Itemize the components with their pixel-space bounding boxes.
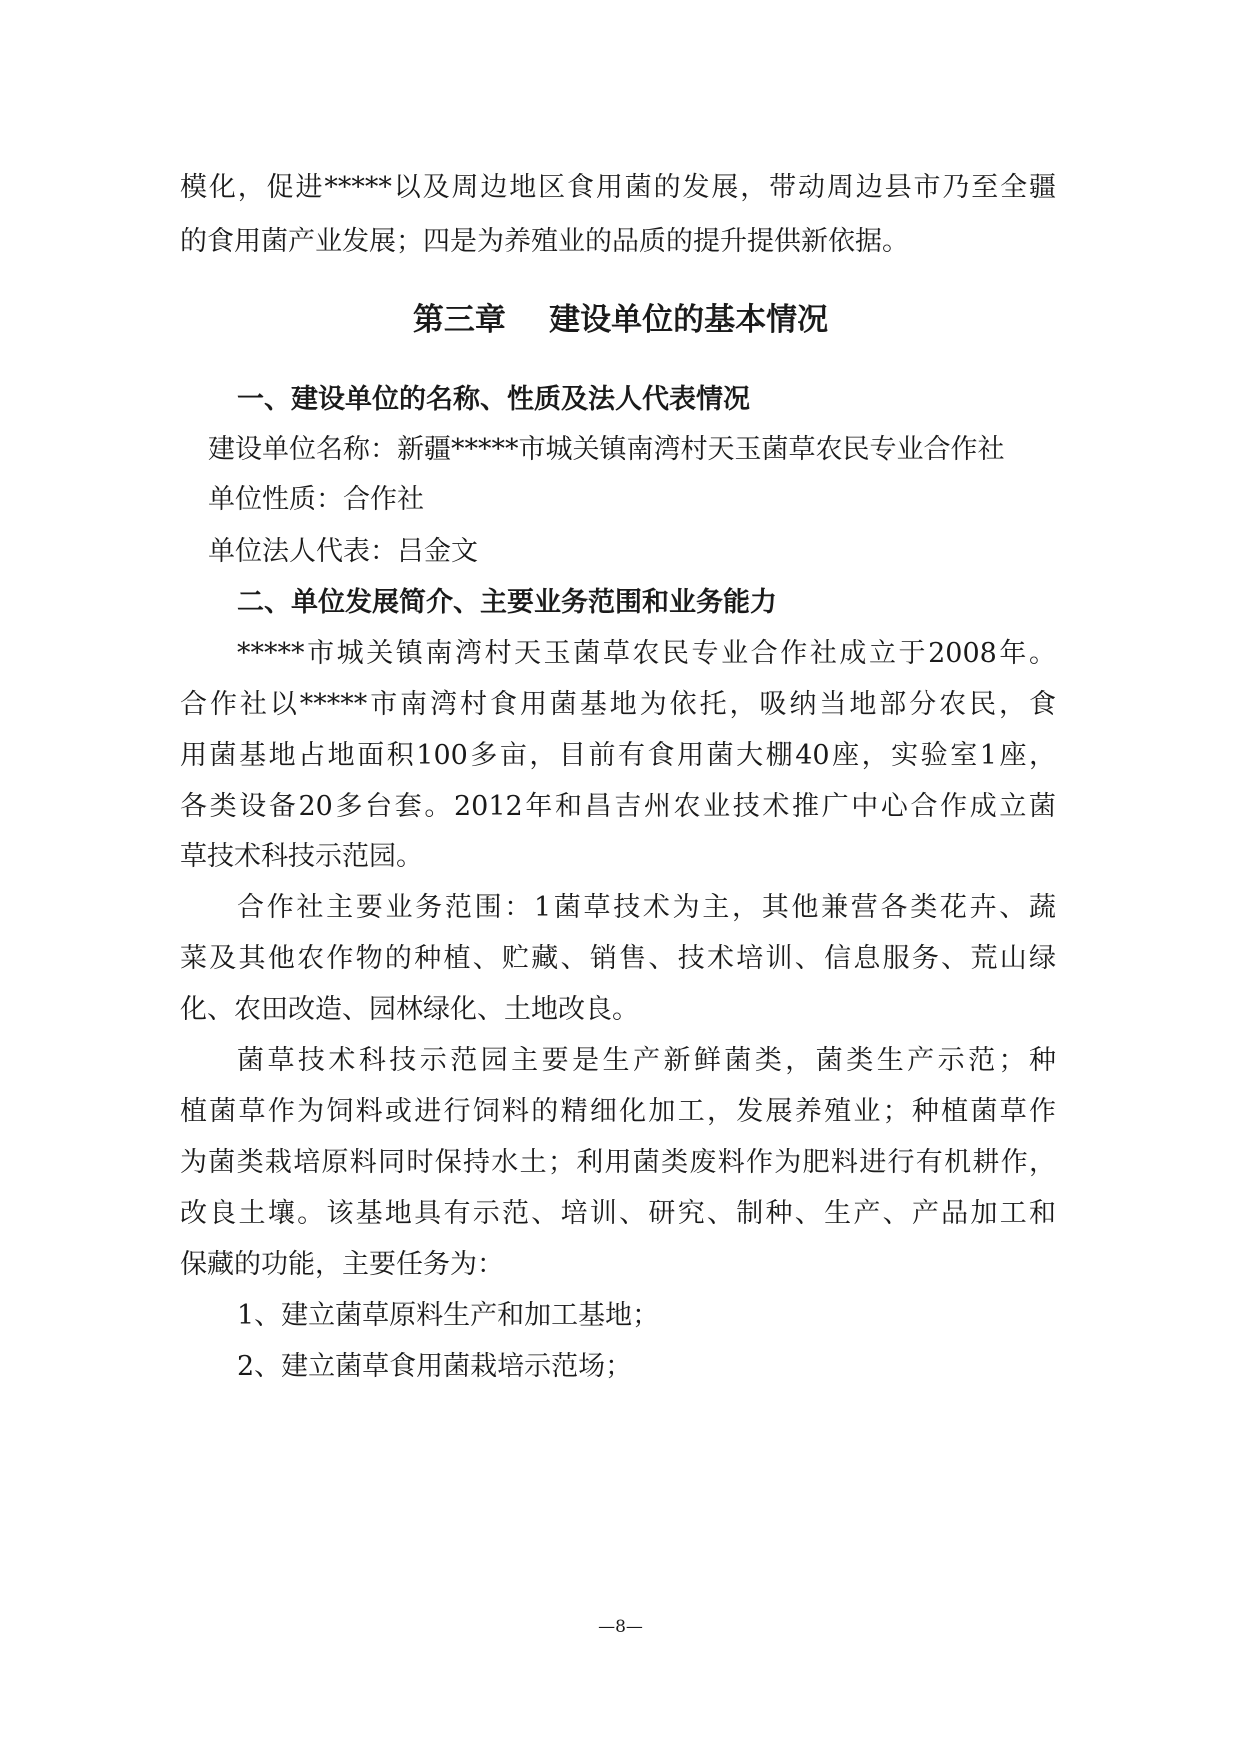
- task-list-item: 1、建立菌草原料生产和加工基地；: [237, 1300, 660, 1331]
- body-text-line: 各类设备20多台套。2012年和昌吉州农业技术推广中心合作成立菌: [180, 791, 1056, 822]
- body-text-line: 的食用菌产业发展；四是为养殖业的品质的提升提供新依据。: [180, 226, 909, 257]
- body-text-line: 草技术科技示范园。: [180, 841, 423, 872]
- body-text-line: 模化，促进*****以及周边地区食用菌的发展，带动周边县市乃至全疆: [180, 172, 1056, 203]
- body-text-line: 改良土壤。该基地具有示范、培训、研究、制种、生产、产品加工和: [180, 1198, 1056, 1229]
- body-text-line: 化、农田改造、园林绿化、土地改良。: [180, 994, 639, 1025]
- chapter-title: 第三章 建设单位的基本情况: [412, 302, 829, 338]
- unit-name-line: 建设单位名称：新疆*****市城关镇南湾村天玉菌草农民专业合作社: [208, 434, 1005, 465]
- body-text-line: 用菌基地占地面积100多亩，目前有食用菌大棚40座，实验室1座，: [180, 740, 1056, 771]
- section-heading: 二、单位发展简介、主要业务范围和业务能力: [237, 587, 777, 618]
- body-text-line: 合作社主要业务范围：1菌草技术为主，其他兼营各类花卉、蔬: [237, 892, 1056, 923]
- section-heading: 一、建设单位的名称、性质及法人代表情况: [237, 384, 750, 415]
- body-text-line: 保藏的功能，主要任务为：: [180, 1249, 504, 1280]
- body-text-line: 为菌类栽培原料同时保持水土；利用菌类废料作为肥料进行有机耕作，: [180, 1147, 1056, 1178]
- body-text-line: 植菌草作为饲料或进行饲料的精细化加工，发展养殖业；种植菌草作: [180, 1096, 1056, 1127]
- body-text-line: 菜及其他农作物的种植、贮藏、销售、技术培训、信息服务、荒山绿: [180, 943, 1056, 974]
- body-text-line: 菌草技术科技示范园主要是生产新鲜菌类，菌类生产示范；种: [237, 1045, 1056, 1076]
- unit-nature-line: 单位性质：合作社: [208, 484, 424, 515]
- page-number: —8—: [598, 1617, 643, 1637]
- body-text-line: *****市城关镇南湾村天玉菌草农民专业合作社成立于2008年。: [237, 638, 1056, 669]
- body-text-line: 合作社以*****市南湾村食用菌基地为依托，吸纳当地部分农民，食: [180, 689, 1056, 720]
- legal-representative-line: 单位法人代表：吕金文: [208, 536, 478, 567]
- task-list-item: 2、建立菌草食用菌栽培示范场；: [237, 1351, 633, 1382]
